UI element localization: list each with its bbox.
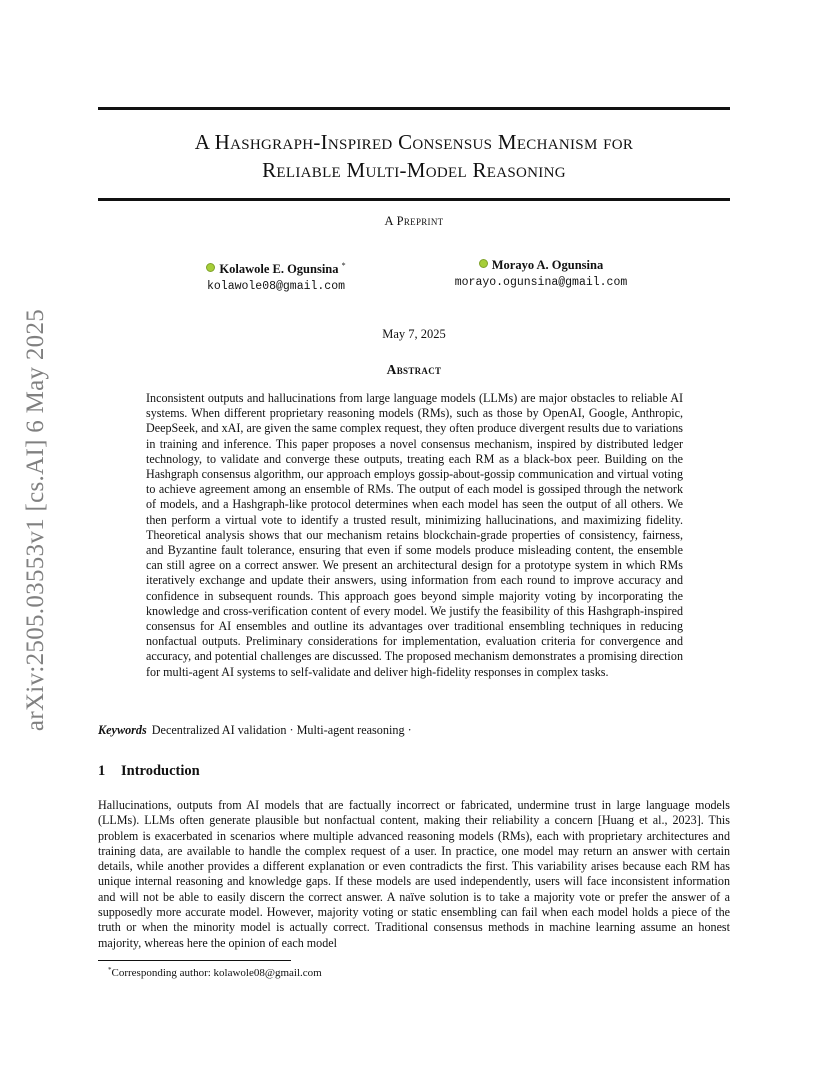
publication-date: May 7, 2025 — [382, 327, 446, 341]
title-rule-bottom — [98, 198, 730, 201]
orcid-icon[interactable] — [206, 263, 215, 272]
section-number: 1 — [98, 763, 106, 779]
arxiv-sidebar — [0, 0, 60, 1072]
author-email[interactable]: morayo.ogunsina@gmail.com — [454, 276, 628, 289]
footnote — [108, 963, 322, 980]
author-block-1 — [176, 257, 376, 295]
orcid-icon[interactable] — [479, 259, 488, 268]
paper-title-line-2: Reliable Multi-Model Reasoning — [262, 158, 566, 182]
author-footnote-marker[interactable]: * — [341, 261, 346, 270]
author-block-2 — [441, 257, 641, 291]
preprint-label: A Preprint — [384, 214, 444, 228]
keywords-line — [98, 723, 730, 738]
author-name: Kolawole E. Ogunsina — [219, 262, 339, 276]
abstract-heading: Abstract — [386, 362, 442, 377]
author-email[interactable]: kolawole08@gmail.com — [206, 280, 346, 293]
introduction-paragraph: Hallucinations, outputs from AI models that are factually incorrect or fabricated, undermine trust in large language models (LLMs). LLMs often generate plausible but nonfactual content, making their reliability a concern [Huang et al., 2023]. This problem is exacerbated in scenarios where multiple advanced reasoning models (RMs), each with proprietary architectures and training data, are available to handle the complex request of a user. In practice, one model may return an answer with certain details, while another provides a different explanation or even contradicts the first. This variability arises because each RM has unique internal reasoning and knowledge gaps. If these models are used independently, users will face inconsistent information and will not be able to easily discern the correct answer. A naïve solution is to take a majority vote or prefer the answer of a supposedly more accurate model. However, majority voting or static ensembling can fail when each model holds a piece of the truth or when the minority model is actually correct. Traditional consensus methods in machine learning assume an honest majority, whereas here the opinion of each model — [98, 798, 730, 950]
arxiv-identifier: arXiv:2505.03553v1 [cs.AI] 6 May 2025 — [22, 308, 49, 732]
section-heading-introduction — [98, 763, 200, 780]
title-rule-top — [98, 107, 730, 110]
keywords-label: Keywords — [98, 723, 147, 737]
author-name: Morayo A. Ogunsina — [491, 258, 604, 272]
footnote-text: Corresponding author: kolawole08@gmail.com — [111, 967, 322, 979]
paper-title-line-1: A Hashgraph-Inspired Consensus Mechanism for — [194, 130, 634, 154]
abstract-text: Inconsistent outputs and hallucinations from large language models (LLMs) are major obstacles to reliable AI systems. When different proprietary reasoning models (RMs), such as those by OpenAI, Google, Anthropic, DeepSeek, and xAI, are given the same complex request, they often produce divergent results due to variations in training and inference. This paper proposes a novel consensus mechanism, inspired by distributed ledger technology, to validate and converge these outputs, treating each RM as a black-box peer. Building on the Hashgraph consensus algorithm, our approach employs gossip-about-gossip communication and virtual voting to achieve agreement among an ensemble of RMs. The output of each model is gossiped through the network of models, and a Hashgraph-like protocol determines when each model has seen the output of all others. We then perform a virtual vote to identify a trusted result, minimizing hallucinations, and maximizing fidelity. Theoretical analysis shows that our mechanism retains blockchain-grade properties of consistency, fairness, and Byzantine fault tolerance, ensuring that even if some models produce misleading content, the ensemble can still agree on a correct answer. We present an architectural design for a prototype system in which RMs iteratively exchange and update their answers, using information from each round to improve accuracy and confidence in subsequent rounds. This approach goes beyond simple majority voting by incorporating the knowledge and cross-verification content of every model. We justify the feasibility of this Hashgraph-inspired consensus for AI ensembles and outline its advantages over traditional ensembling techniques in reducing nonfactual outputs. Preliminary considerations for implementation, evaluation criteria for convergence and accuracy, and potential challenges are discussed. The proposed mechanism demonstrates a promising direction for multi-agent AI systems to self-validate and deliver high-fidelity responses in complex tasks. — [146, 391, 683, 679]
paper-title — [98, 128, 730, 184]
footnote-rule — [98, 960, 291, 961]
keywords-text: Decentralized AI validation · Multi-agent reasoning · — [151, 723, 412, 737]
author-line — [441, 257, 641, 274]
footnote-marker: * — [108, 966, 112, 974]
section-title: Introduction — [121, 763, 200, 779]
author-line — [176, 257, 376, 278]
